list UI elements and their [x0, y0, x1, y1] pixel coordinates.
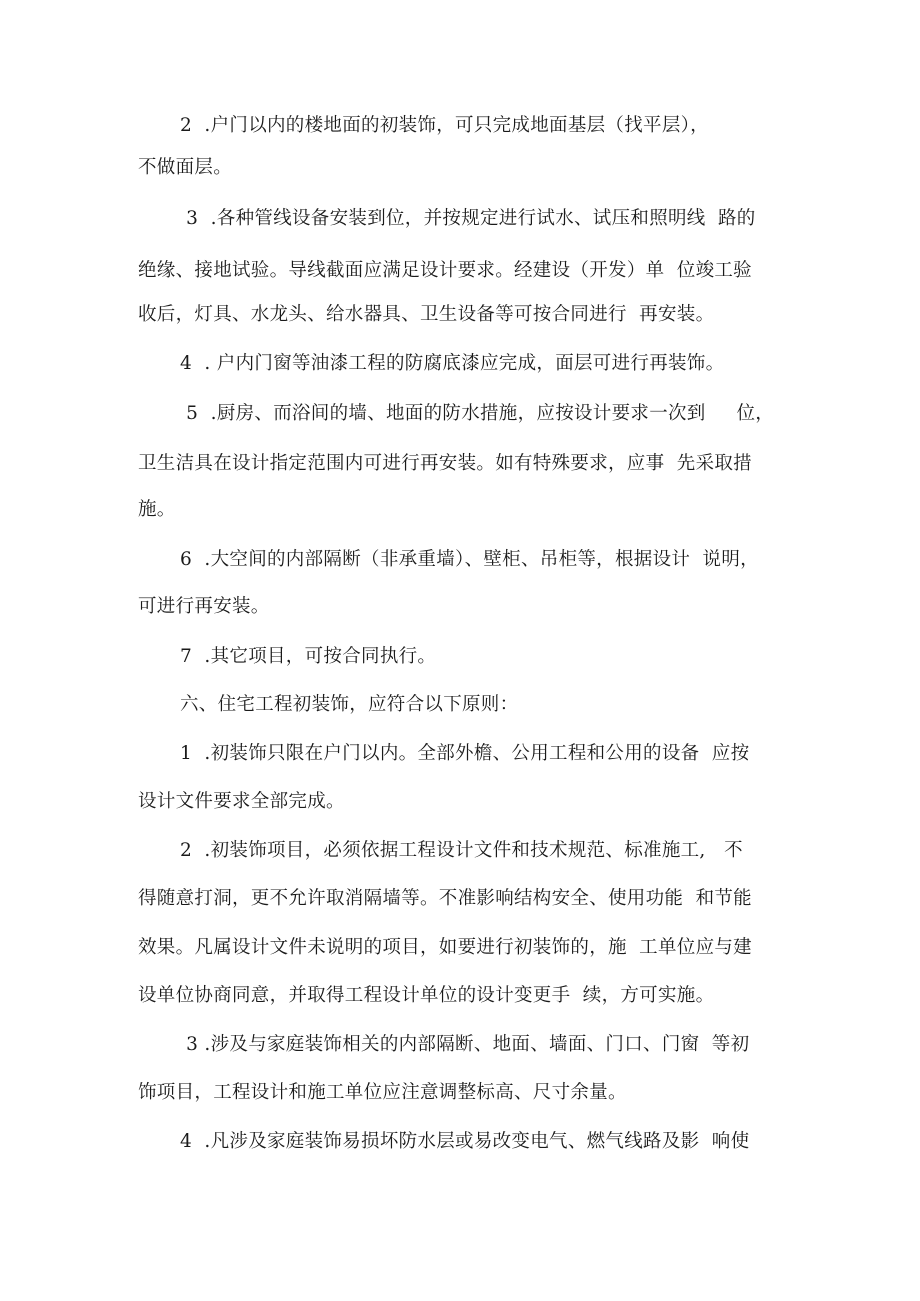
text-line: 设计文件要求全部完成。: [138, 791, 345, 812]
text-line: 得随意打洞，更不允许取消隔墙等。不准影响结构安全、使用功能 和节能: [138, 888, 752, 909]
text-line: 4 . 户内门窗等油漆工程的防腐底漆应完成，面层可进行再装饰。: [180, 353, 725, 374]
text-line: 不做面层。: [138, 157, 233, 178]
text-line: 3 .各种管线设备安装到位，并按规定进行试水、试压和照明线 路的: [180, 208, 756, 229]
text-line: 5 .厨房、而浴间的墙、地面的防水措施，应按设计要求一次到 位，: [180, 403, 775, 424]
text-line: 2 .户门以内的楼地面的初装饰，可只完成地面基层（找平层），: [180, 115, 709, 136]
text-line: 3 .涉及与家庭装饰相关的内部隔断、地面、墙面、门口、门窗 等初: [180, 1034, 750, 1055]
text-line: 饰项目，工程设计和施工单位应注意调整标高、尺寸余量。: [138, 1082, 627, 1103]
text-line: 7 .其它项目，可按合同执行。: [180, 646, 437, 667]
text-line: 2 .初装饰项目，必须依据工程设计文件和技术规范、标准施工, 不: [180, 840, 743, 861]
text-line: 设单位协商同意，并取得工程设计单位的设计变更手 续，方可实施。: [138, 985, 715, 1006]
text-line: 施。: [138, 499, 176, 520]
text-line: 4 .凡涉及家庭装饰易损坏防水层或易改变电气、燃气线路及影 响使: [180, 1131, 750, 1152]
text-line: 收后，灯具、水龙头、给水器具、卫生设备等可按合同进行 再安装。: [138, 304, 715, 325]
text-line: 卫生洁具在设计指定范围内可进行再安装。如有特殊要求，应事 先采取措: [138, 453, 752, 474]
text-line: 可进行再安装。: [138, 596, 270, 617]
text-line: 效果。凡属设计文件未说明的项目，如要进行初装饰的，施 工单位应与建: [138, 937, 752, 958]
text-line: 六、住宅工程初装饰，应符合以下原则：: [180, 694, 519, 715]
text-line: 绝缘、接地试验。导线截面应满足设计要求。经建设（开发）单 位竣工验: [138, 260, 752, 281]
text-line: 6 .大空间的内部隔断（非承重墙）、壁柜、吊柜等，根据设计 说明，: [180, 549, 759, 570]
text-line: 1 .初装饰只限在户门以内。全部外檐、公用工程和公用的设备 应按: [180, 743, 750, 764]
